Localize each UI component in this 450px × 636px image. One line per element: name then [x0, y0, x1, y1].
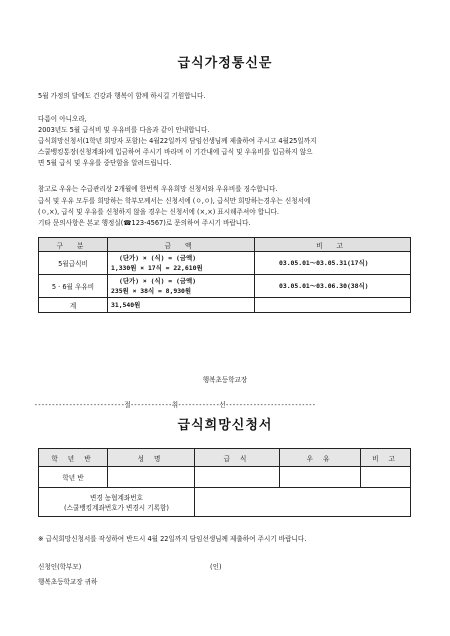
addressee-text: 행복초등학교장 귀하	[38, 578, 98, 586]
note-cell[interactable]	[361, 467, 411, 488]
fee-row-label: 5월급식비	[39, 252, 108, 275]
app-header-note: 비 고	[361, 449, 411, 467]
account-label-cell	[39, 488, 195, 517]
fee-total-note	[255, 298, 411, 313]
account-number-cell[interactable]	[195, 488, 411, 517]
fee-total-row	[39, 298, 411, 313]
fee-row-calc: 235원 × 38식 = 8,930원	[111, 287, 192, 295]
application-table	[38, 448, 411, 517]
paragraph1-line3: 급식희망신청서(1학년 희망자 포함)는 4월22일까지 담임선생님께 제출하여 주시고 4월25일까지	[38, 137, 317, 145]
fee-header-amount: 금 액	[108, 238, 255, 252]
paragraph1-line2: 2003년도 5월 급식비 및 우유비를 다음과 같이 안내합니다.	[38, 126, 210, 134]
school-signature: 행복초등학교장	[202, 376, 248, 384]
newsletter-title: 급식가정통신문	[177, 56, 273, 71]
fee-header-note: 비 고	[255, 238, 411, 252]
fee-header-category: 구 분	[39, 238, 108, 252]
fee-row-note: 03.05.01～03.05.31(17식)	[255, 252, 411, 275]
fee-row-amount	[108, 252, 255, 275]
application-title: 급식희망신청서	[177, 418, 273, 433]
milk-cell[interactable]	[280, 467, 361, 488]
name-cell[interactable]	[108, 467, 195, 488]
app-header-class: 학 년 반	[39, 449, 108, 467]
meal-cell[interactable]	[195, 467, 280, 488]
applicant-label: 신청인(학부모)	[38, 563, 82, 571]
fee-row-formula: (단가) × (식) = (금액)	[119, 254, 197, 262]
paragraph1-line4: 스쿨뱅킹통장(신청계좌)에 입금하여 주시기 바라며 이 기간내에 급식 및 우유비를 입금하지 않으	[38, 148, 313, 156]
account-row	[39, 488, 411, 517]
fee-row-calc: 1,330원 × 17식 = 22,610원	[111, 264, 203, 272]
cut-line: --------------------------절------------취------------선--------------------------	[34, 401, 316, 409]
application-header-row	[39, 449, 411, 467]
app-header-meal: 급 식	[195, 449, 280, 467]
paragraph1-line5: 면 5월 급식 및 우유를 중단함을 알려드립니다.	[38, 159, 172, 167]
paragraph2-line3: (ㅇ,×), 급식 및 우유를 신청하지 않을 경우는 신청서에 (×,×) 표시해주셔야 합니다.	[38, 208, 279, 216]
paragraph2-line4: 기타 문의사항은 본교 행정실(☎123-4567)로 문의하여 주시기 바랍니다.	[38, 219, 251, 227]
greeting-text: 5월 가정의 달에도 건강과 행복이 함께 하시길 기원합니다.	[38, 92, 206, 100]
fee-row-label: 5 · 6월 우유비	[39, 275, 108, 298]
application-notice: ※ 급식희망신청서를 작성하여 반드시 4월 22일까지 담임선생님께 제출하여 주시기 바랍니다.	[38, 535, 307, 543]
fee-total-label: 계	[39, 298, 108, 313]
account-label-line1: 변경 농협계좌번호	[89, 494, 144, 502]
paragraph2-line2: 급식 및 우유 모두를 희망하는 학부모께서는 신청서에 (ㅇ,ㅇ), 급식만 희망하는경우는 신청서에	[38, 197, 311, 205]
fee-row-amount	[108, 275, 255, 298]
table-row	[39, 275, 411, 298]
grade-class-cell: 학년 반	[39, 467, 108, 488]
seal-mark: (인)	[210, 563, 222, 571]
fee-table-header-row	[39, 238, 411, 252]
table-row	[39, 252, 411, 275]
fee-table	[38, 237, 411, 313]
account-label-line2: (스쿨뱅킹계좌번호가 변경시 기록함)	[64, 504, 169, 512]
fee-row-note: 03.05.01～03.06.30(38식)	[255, 275, 411, 298]
app-header-milk: 우 유	[280, 449, 361, 467]
paragraph1-line1: 다름이 아니오라,	[38, 115, 87, 123]
app-header-name: 성 명	[108, 449, 195, 467]
fee-total-value: 31,540원	[108, 298, 255, 313]
table-row	[39, 467, 411, 488]
paragraph2-line1: 참고로 우유는 수급관리상 2개월에 한번씩 우유희망 신청서와 우유비를 징수합니다.	[38, 185, 278, 193]
fee-row-formula: (단가) × (식) = (금액)	[119, 277, 197, 285]
